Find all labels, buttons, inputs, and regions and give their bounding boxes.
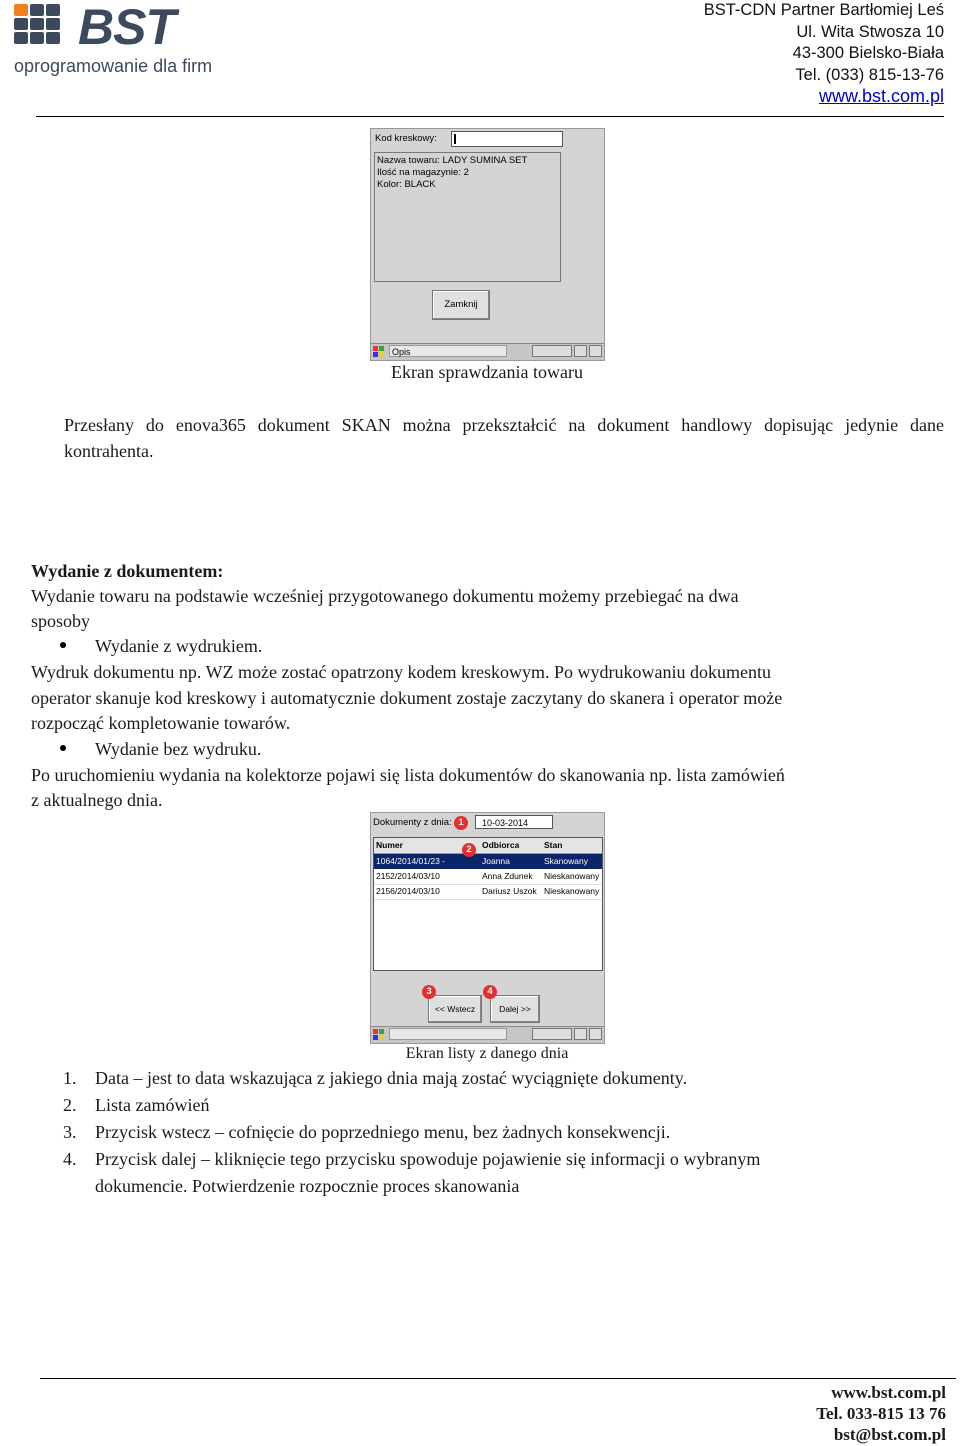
bullet-dot-icon — [60, 642, 66, 648]
print-desc-line2: operator skanuje kod kreskowy i automatycznie dokument zostaje zaczytany do skanera i operator może — [31, 688, 783, 708]
company-info — [704, 0, 944, 108]
cell-number: 2156/2014/03/10 — [376, 886, 440, 896]
screen1-caption: Ekran sprawdzania towaru — [391, 362, 583, 382]
barcode-input[interactable] — [451, 131, 563, 147]
product-stock-line: Ilość na magazynie: 2 — [377, 167, 469, 178]
device-taskbar — [371, 343, 604, 360]
company-phone: Tel. (033) 815-13-76 — [795, 65, 944, 84]
close-button[interactable]: Zamknij — [432, 290, 490, 320]
taskbar-tray-icon[interactable] — [574, 1028, 587, 1040]
list-item-2: Lista zamówień — [95, 1095, 210, 1115]
print-desc-line3: rozpocząć kompletowanie towarów. — [31, 713, 291, 733]
logo-squares-icon — [14, 4, 74, 54]
list-number-1: 1. — [63, 1068, 77, 1088]
date-input[interactable]: 10-03-2014 — [475, 815, 553, 829]
table-header — [374, 838, 602, 854]
list-item-4-cont: dokumencie. Potwierdzenie rozpocznie proces skanowania — [95, 1176, 520, 1196]
header-divider — [36, 116, 944, 117]
cell-number: 2152/2014/03/10 — [376, 871, 440, 881]
bullet-with-print: Wydanie z wydrukiem. — [95, 636, 263, 656]
footer-phone: Tel. 033-815 13 76 — [816, 1404, 946, 1423]
windows-start-icon[interactable] — [373, 1029, 385, 1040]
section-intro-line1: Wydanie towaru na podstawie wcześniej przygotowanego dokumentu możemy przebiegać na dwa — [31, 586, 739, 606]
footer-contact — [816, 1382, 946, 1445]
callout-badge-1: 1 — [454, 816, 468, 830]
taskbar-icons — [532, 345, 602, 357]
cell-number: 1064/2014/01/23 - — [376, 856, 446, 866]
list-item-1: Data – jest to data wskazująca z jakiego dnia mają zostać wyciągnięte dokumenty. — [95, 1068, 688, 1088]
company-website-link[interactable]: www.bst.com.pl — [818, 86, 944, 106]
callout-badge-3: 3 — [422, 985, 436, 999]
product-name-line: Nazwa towaru: LADY SUMINA SET — [377, 155, 528, 166]
company-address-2: 43-300 Bielsko-Biała — [792, 44, 944, 62]
list-item-3: Przycisk wstecz – cofnięcie do poprzedniego menu, bez żadnych konsekwencji. — [95, 1122, 671, 1142]
no-print-desc-line1: Po uruchomieniu wydania na kolektorze pojawi się lista dokumentów do skanowania np. lista zamówień — [31, 765, 785, 785]
company-address-1: Ul. Wita Stwosza 10 — [796, 22, 944, 41]
company-name: BST-CDN Partner Bartłomiej Leś — [703, 1, 944, 19]
screen2-caption: Ekran listy z danego dnia — [405, 1045, 569, 1062]
bullet-without-print: Wydanie bez wydruku. — [95, 739, 262, 759]
documents-table — [373, 837, 603, 971]
cell-recipient: Dariusz Uszok — [482, 886, 537, 896]
taskbar-description-field[interactable] — [389, 1028, 507, 1040]
cell-recipient: Anna Zdunek — [482, 871, 533, 881]
section-heading: Wydanie z dokumentem: — [31, 561, 224, 581]
document-list-screen — [370, 812, 605, 1044]
table-row[interactable] — [374, 854, 602, 869]
footer-website[interactable]: www.bst.com.pl — [831, 1383, 946, 1402]
list-number-2: 2. — [63, 1095, 77, 1115]
column-recipient[interactable]: Odbiorca — [482, 840, 520, 850]
column-number[interactable]: Numer — [376, 840, 403, 850]
logo-text: BST — [78, 0, 175, 55]
date-label: Dokumenty z dnia: — [373, 817, 452, 828]
table-row[interactable] — [374, 869, 602, 885]
taskbar-icons — [532, 1028, 602, 1040]
list-number-3: 3. — [63, 1122, 77, 1142]
cell-status: Skanowany — [544, 856, 588, 866]
no-print-desc-line2: z aktualnego dnia. — [31, 790, 163, 810]
device-taskbar — [371, 1026, 604, 1043]
product-info-box — [374, 152, 561, 282]
windows-icon[interactable] — [589, 345, 602, 357]
cell-status: Nieskanowany — [544, 871, 600, 881]
windows-icon[interactable] — [589, 1028, 602, 1040]
keyboard-icon[interactable] — [532, 345, 572, 357]
section-intro-line2: sposoby — [31, 611, 91, 631]
bst-logo — [14, 0, 224, 82]
footer-email[interactable]: bst@bst.com.pl — [833, 1425, 946, 1444]
bullet-dot-icon — [60, 745, 66, 751]
taskbar-tray-icon[interactable] — [574, 345, 587, 357]
product-check-screen — [370, 128, 605, 361]
cell-recipient: Joanna — [482, 856, 510, 866]
product-color-line: Kolor: BLACK — [377, 179, 436, 190]
list-number-4: 4. — [63, 1149, 77, 1169]
print-desc-line1: Wydruk dokumentu np. WZ może zostać opatrzony kodem kreskowym. Po wydrukowaniu dokumentu — [31, 662, 771, 682]
taskbar-description-field[interactable]: Opis — [389, 345, 507, 357]
skan-paragraph: Przesłany do enova365 dokument SKAN można przekształcić na dokument handlowy dopisując jedynie dane kontrahenta. — [64, 415, 944, 461]
callout-badge-4: 4 — [483, 985, 497, 999]
footer-divider — [40, 1378, 956, 1379]
cell-status: Nieskanowany — [544, 886, 600, 896]
column-status[interactable]: Stan — [544, 840, 563, 850]
next-button[interactable]: Dalej >> — [490, 995, 540, 1023]
list-item-4: Przycisk dalej – kliknięcie tego przycisku spowoduje pojawienie się informacji o wybranym — [95, 1149, 761, 1169]
table-row[interactable] — [374, 884, 602, 900]
logo-subtitle: oprogramowanie dla firm — [14, 56, 213, 76]
barcode-label: Kod kreskowy: — [375, 133, 437, 144]
keyboard-icon[interactable] — [532, 1028, 572, 1040]
callout-badge-2: 2 — [462, 843, 476, 857]
windows-start-icon[interactable] — [373, 346, 385, 357]
back-button[interactable]: << Wstecz — [428, 995, 482, 1023]
